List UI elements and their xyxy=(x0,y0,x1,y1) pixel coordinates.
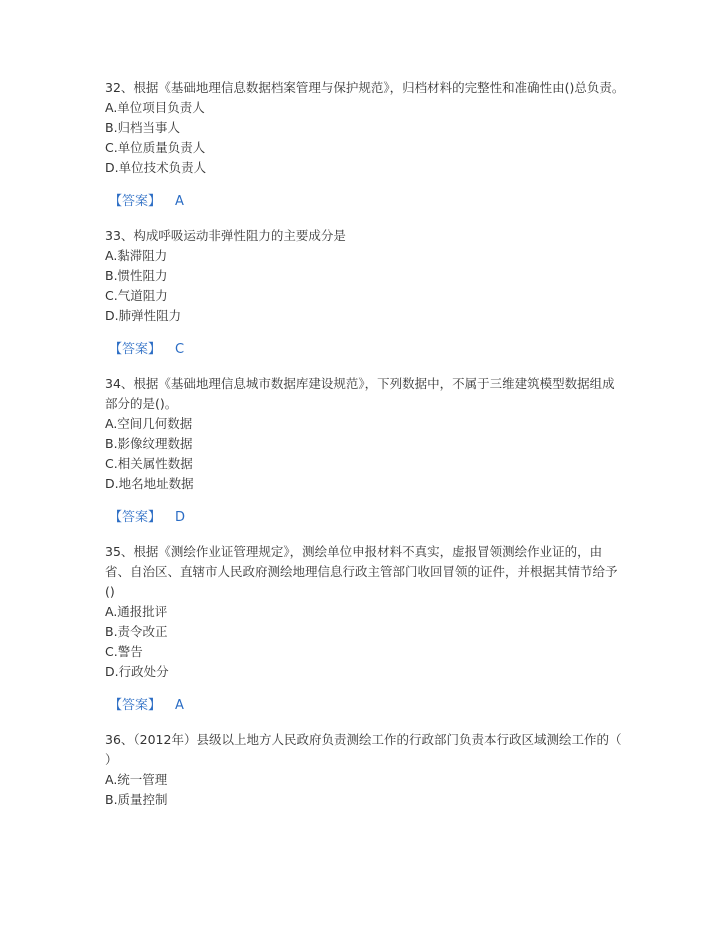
answer-value: A xyxy=(175,194,184,209)
option-d: D.肺弹性阻力 xyxy=(105,308,182,323)
answer-value: A xyxy=(175,698,184,713)
question-stem: 32、根据《基础地理信息数据档案管理与保护规范》，归档材料的完整性和准确性由()总负责。 xyxy=(105,80,625,95)
answer-label: 【答案】 xyxy=(109,698,162,713)
option-b: B.影像纹理数据 xyxy=(105,436,193,451)
option-d: D.行政处分 xyxy=(105,664,169,679)
option-a: A.黏滞阻力 xyxy=(105,248,168,263)
option-a: A.单位项目负责人 xyxy=(105,100,205,115)
option-b: B.惯性阻力 xyxy=(105,268,168,283)
answer-line xyxy=(105,192,625,212)
answer-line xyxy=(105,508,625,528)
option-c: C.相关属性数据 xyxy=(105,456,193,471)
question-stem: 36、（2012年）县级以上地方人民政府负责测绘工作的行政部门负责本行政区域测绘工作的（ ） xyxy=(105,732,622,767)
question-33 xyxy=(105,226,625,360)
answer-label: 【答案】 xyxy=(109,510,162,525)
question-35 xyxy=(105,542,625,716)
question-36 xyxy=(105,730,625,810)
option-a: A.统一管理 xyxy=(105,772,168,787)
option-d: D.单位技术负责人 xyxy=(105,160,207,175)
option-a: A.空间几何数据 xyxy=(105,416,193,431)
question-34 xyxy=(105,374,625,528)
option-b: B.归档当事人 xyxy=(105,120,181,135)
option-d: D.地名地址数据 xyxy=(105,476,194,491)
question-stem: 34、根据《基础地理信息城市数据库建设规范》，下列数据中，不属于三维建筑模型数据组成部分的是()。 xyxy=(105,376,615,411)
option-a: A.通报批评 xyxy=(105,604,168,619)
option-c: C.警告 xyxy=(105,644,143,659)
question-stem: 35、根据《测绘作业证管理规定》，测绘单位申报材料不真实，虚报冒领测绘作业证的，由省、自治区、直辖市人民政府测绘地理信息行政主管部门收回冒领的证件，并根据其情节给予() xyxy=(105,544,618,599)
answer-value: C xyxy=(175,342,185,357)
question-stem: 33、构成呼吸运动非弹性阻力的主要成分是 xyxy=(105,228,346,243)
answer-label: 【答案】 xyxy=(109,194,162,209)
answer-line xyxy=(105,696,625,716)
option-c: C.单位质量负责人 xyxy=(105,140,206,155)
answer-value: D xyxy=(175,510,186,525)
question-32 xyxy=(105,78,625,212)
option-b: B.责令改正 xyxy=(105,624,168,639)
option-c: C.气道阻力 xyxy=(105,288,168,303)
option-b: B.质量控制 xyxy=(105,792,168,807)
answer-label: 【答案】 xyxy=(109,342,162,357)
answer-line xyxy=(105,340,625,360)
document-page xyxy=(105,78,625,810)
